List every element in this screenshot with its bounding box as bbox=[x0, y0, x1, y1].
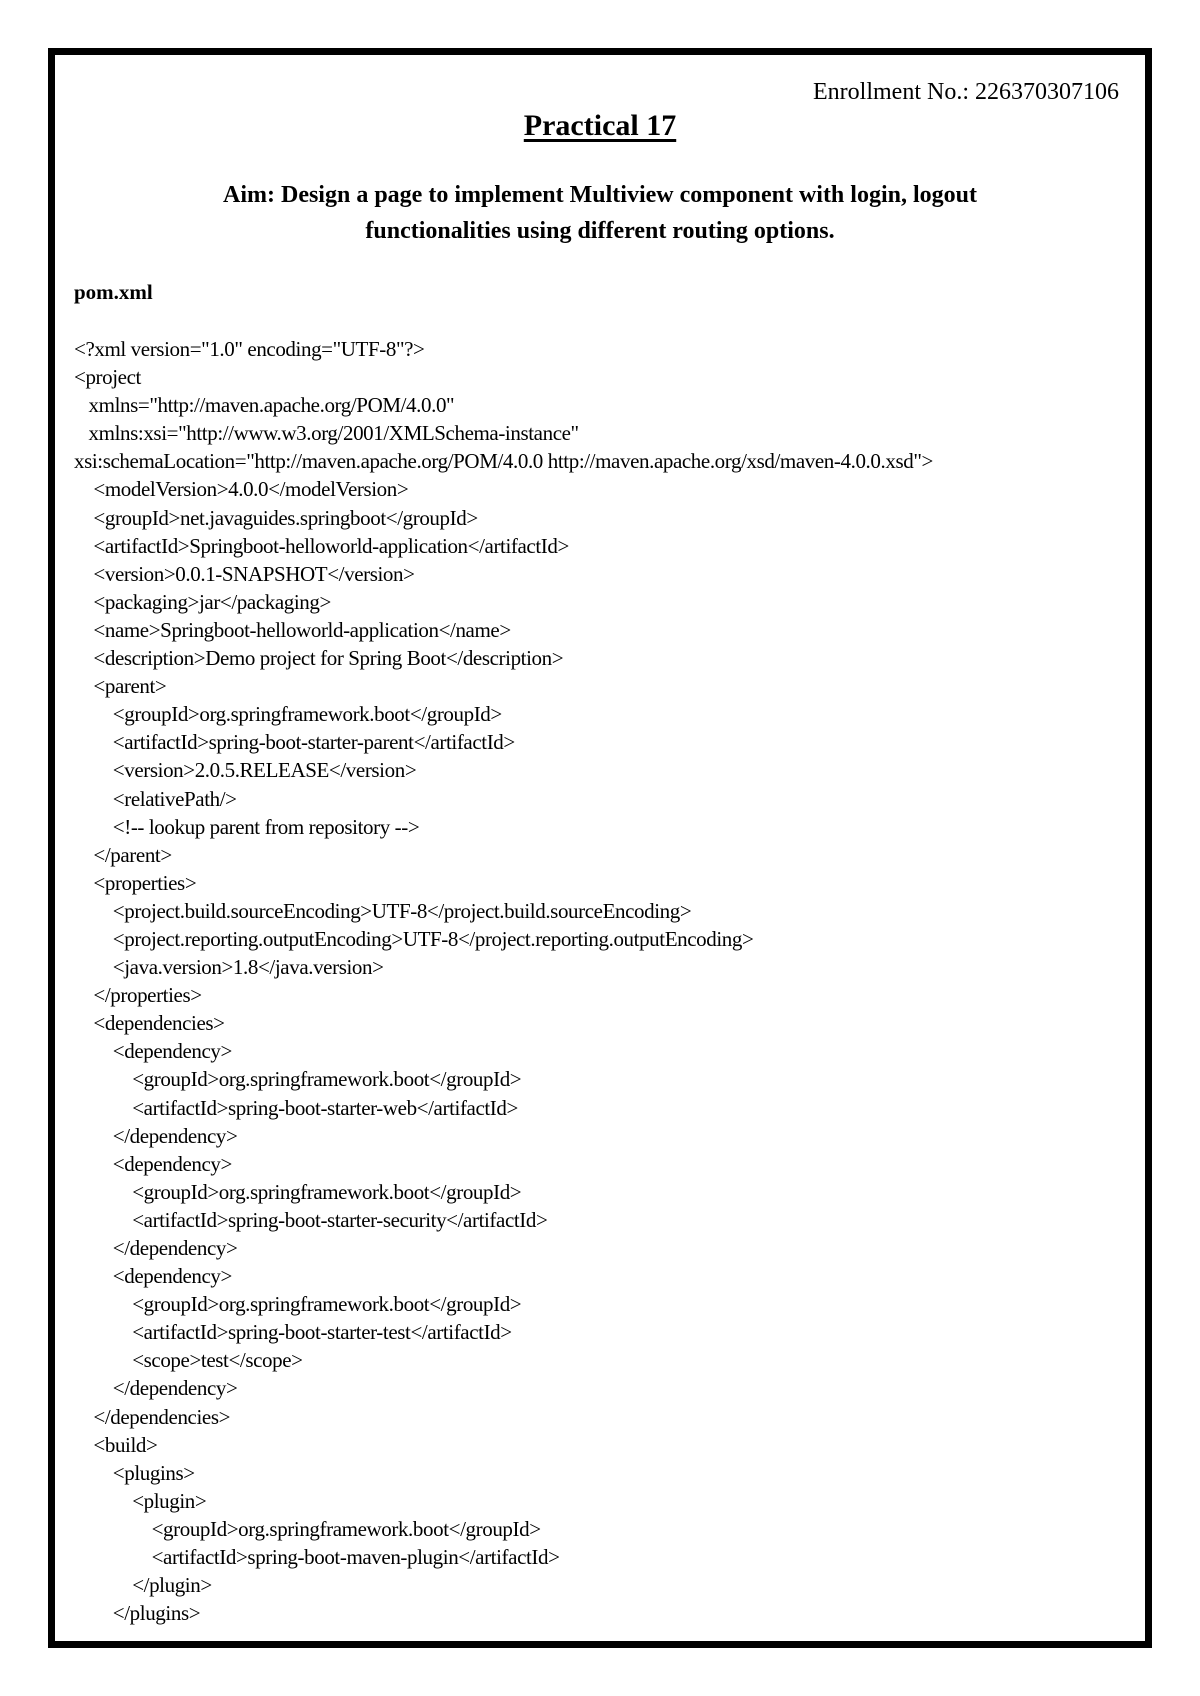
code-line: </dependencies> bbox=[74, 1404, 231, 1429]
code-line: <packaging>jar</packaging> bbox=[74, 589, 331, 614]
code-line: <name>Springboot-helloworld-application</name> bbox=[74, 617, 511, 642]
page-title: Practical 17 bbox=[523, 109, 677, 142]
code-line: <artifactId>Springboot-helloworld-application</artifactId> bbox=[74, 533, 569, 558]
code-line: <plugin> bbox=[74, 1488, 207, 1513]
code-line: <artifactId>spring-boot-maven-plugin</artifactId> bbox=[74, 1545, 560, 1570]
code-line: <groupId>org.springframework.boot</groupId> bbox=[74, 1516, 541, 1541]
file-name-heading: pom.xml bbox=[74, 280, 153, 304]
code-line: </parent> bbox=[74, 842, 172, 867]
code-line: xmlns="http://maven.apache.org/POM/4.0.0" bbox=[74, 393, 455, 418]
code-line: <java.version>1.8</java.version> bbox=[74, 955, 384, 980]
code-line: <groupId>net.javaguides.springboot</groupId> bbox=[74, 505, 478, 530]
code-line: <groupId>org.springframework.boot</groupId> bbox=[74, 702, 502, 727]
code-line: <version>2.0.5.RELEASE</version> bbox=[74, 758, 417, 783]
code-line: <plugins> bbox=[74, 1460, 195, 1485]
code-line: xsi:schemaLocation="http://maven.apache.org/POM/4.0.0 http://maven.apache.org/xsd/maven-4.0.0.xsd"> bbox=[74, 449, 933, 474]
code-line: <modelVersion>4.0.0</modelVersion> bbox=[74, 477, 409, 502]
code-line: <?xml version="1.0" encoding="UTF-8"?> bbox=[74, 337, 425, 361]
aim-statement bbox=[135, 177, 1065, 249]
code-line: <dependencies> bbox=[74, 1011, 225, 1036]
code-line: <!-- lookup parent from repository --> bbox=[74, 814, 420, 839]
code-line: <properties> bbox=[74, 870, 197, 895]
code-line: xmlns:xsi="http://www.w3.org/2001/XMLSchema-instance" bbox=[74, 421, 579, 446]
code-listing bbox=[74, 335, 933, 1627]
code-line: <groupId>org.springframework.boot</groupId> bbox=[74, 1179, 522, 1204]
code-line: </plugins> bbox=[74, 1601, 201, 1626]
code-line: <groupId>org.springframework.boot</groupId> bbox=[74, 1292, 522, 1317]
code-line: <version>0.0.1-SNAPSHOT</version> bbox=[74, 561, 415, 586]
code-line: </properties> bbox=[74, 983, 202, 1008]
code-line: </dependency> bbox=[74, 1236, 238, 1260]
code-line: <dependency> bbox=[74, 1151, 232, 1176]
code-line: <project bbox=[74, 365, 141, 390]
page-border bbox=[48, 48, 1152, 1648]
code-line: <description>Demo project for Spring Boot</description> bbox=[74, 646, 564, 671]
code-line: <groupId>org.springframework.boot</groupId> bbox=[74, 1067, 522, 1092]
code-line: <artifactId>spring-boot-starter-test</artifactId> bbox=[74, 1320, 512, 1345]
code-line: <artifactId>spring-boot-starter-parent</artifactId> bbox=[74, 730, 515, 755]
code-line: <relativePath/> bbox=[74, 786, 237, 811]
code-line: <artifactId>spring-boot-starter-web</artifactId> bbox=[74, 1095, 518, 1120]
code-line: </dependency> bbox=[74, 1123, 238, 1148]
code-line: </dependency> bbox=[74, 1376, 238, 1401]
aim-line-1: Aim: Design a page to implement Multiview component with login, logout bbox=[223, 182, 977, 208]
code-line: </plugin> bbox=[74, 1573, 212, 1598]
aim-line-2: functionalities using different routing options. bbox=[365, 218, 835, 244]
code-line: <build> bbox=[74, 1432, 158, 1457]
code-line: <dependency> bbox=[74, 1039, 232, 1064]
enrollment-number: Enrollment No.: 226370307106 bbox=[813, 79, 1119, 105]
code-line: <parent> bbox=[74, 674, 167, 699]
code-line: <project.reporting.outputEncoding>UTF-8</project.reporting.outputEncoding> bbox=[74, 926, 754, 951]
code-line: <project.build.sourceEncoding>UTF-8</project.build.sourceEncoding> bbox=[74, 898, 692, 923]
code-line: <artifactId>spring-boot-starter-security</artifactId> bbox=[74, 1207, 548, 1232]
code-line: <scope>test</scope> bbox=[74, 1348, 303, 1373]
code-line: <dependency> bbox=[74, 1264, 232, 1289]
